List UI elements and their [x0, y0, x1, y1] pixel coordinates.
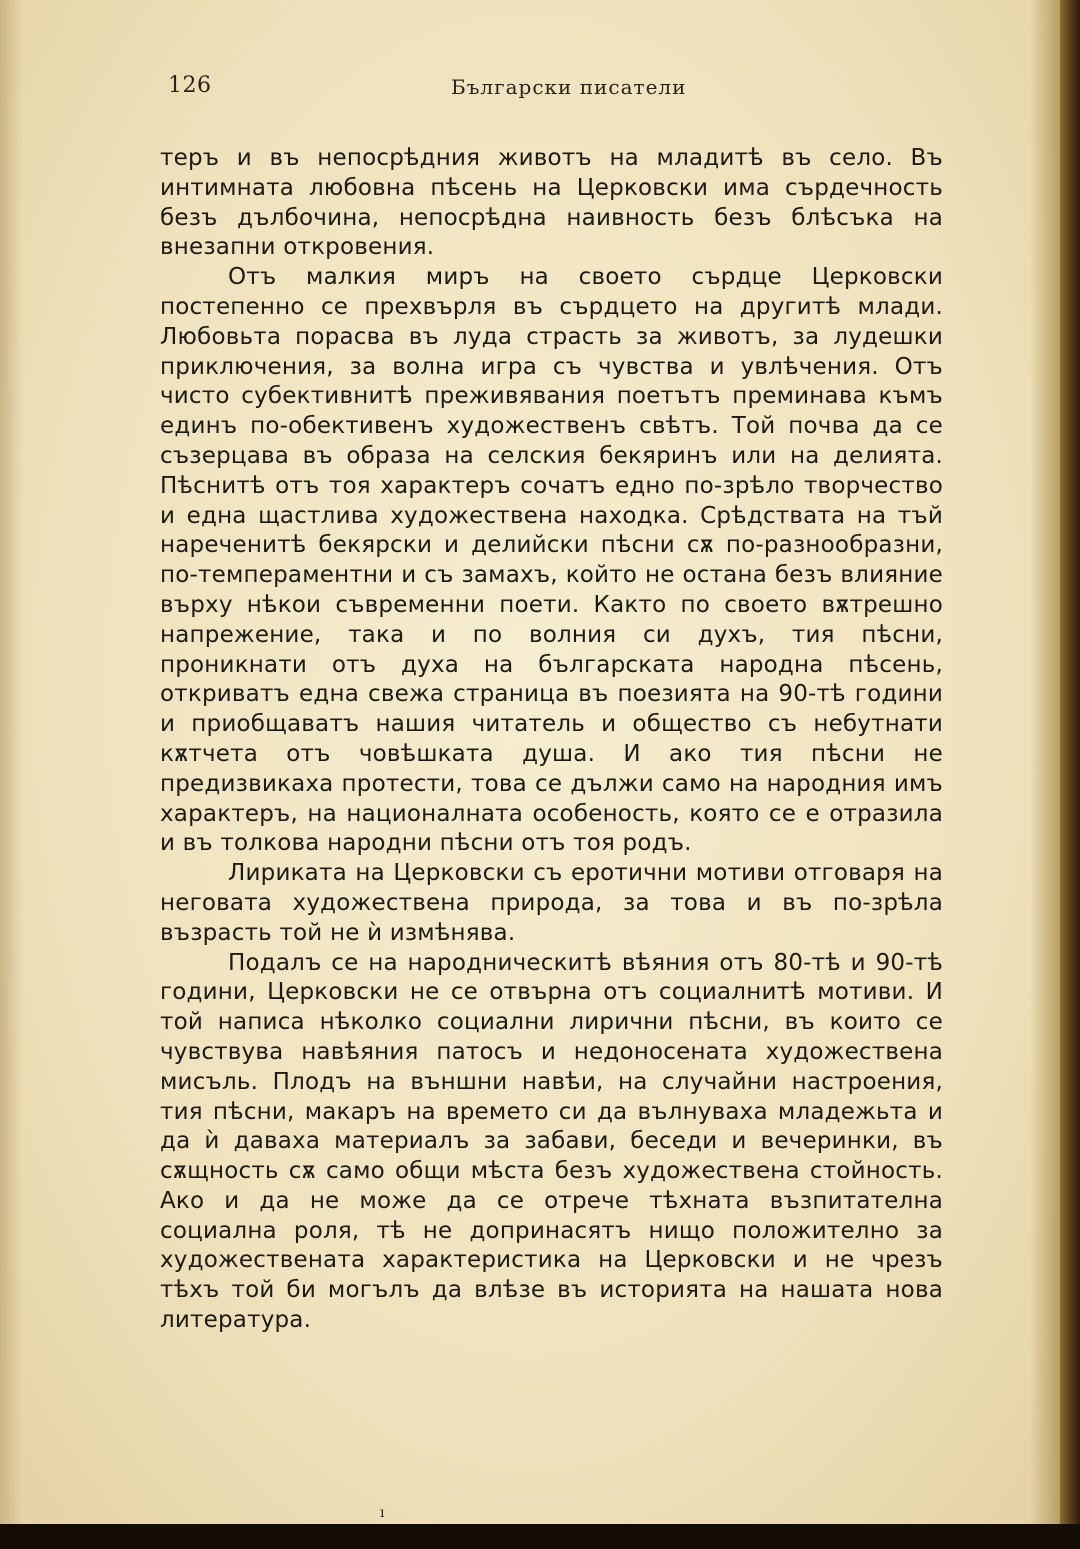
paragraph: Подалъ се на народническитѣ вѣяния отъ 80-тѣ и 90-тѣ години, Церковски не се отвърна отъ социалнитѣ мотиви. И той написа нѣколко социални лирични пѣсни, въ които се чувствува навѣяния патосъ и недоносената художествена мисъль. Плодъ на външни навѣи, на случайни настроения, тия пѣсни, макаръ на времето си да вълнуваха младежьта и да ѝ даваха материалъ за забави, беседи и вечеринки, въ сѫщность сѫ само общи мѣста безъ художествена стойность. Ако и да не може да се отрече тѣхната възпитателна социална роля, тѣ не допринасятъ нищо положително за художествената характеристика на Церковски и не чрезъ тѣхъ той би могълъ да влѣзе въ историята на нашата нова литература. — [160, 949, 943, 1334]
page-left-edge-shadow — [0, 0, 22, 1524]
paragraph-continuation: теръ и въ непосрѣдния животъ на младитѣ въ село. Въ интимната любовна пѣсень на Церковски има сърдечность безъ дълбочина, непосрѣдна наивность безъ блѣсъка на внезапни откровения. — [160, 145, 943, 261]
body-text — [160, 144, 943, 1336]
running-title: Български писатели — [451, 75, 687, 99]
page-number: 126 — [168, 73, 212, 98]
paragraph: Лириката на Церковски съ еротични мотиви отговаря на неговата художествена природа, за това и въ по-зрѣла възрасть той не ѝ измѣнява. — [160, 860, 943, 946]
scan-bottom-border — [0, 1524, 1080, 1549]
paragraph: Отъ малкия миръ на своето сърдце Церковски постепенно се прехвърля въ сърдцето на другитѣ млади. Любовьта порасва въ луда страсть за животъ, за лудешки приключения, за волна игра съ чувства и увлѣчения. Отъ чисто субективнитѣ преживявания поетътъ преминава къмъ единъ по-обективенъ художественъ свѣтъ. Той почва да се съзерцава въ образа на селския бекяринъ или на делията. Пѣснитѣ отъ тоя характеръ сочатъ едно по-зрѣло творчество и една щастлива художествена находка. Срѣдствата на тъй нареченитѣ бекярски и делийски пѣсни сѫ по-разнообразни, по-темпераментни и съ замахъ, който не остана безъ влияние върху нѣкои съвременни поети. Както по своето вѫтрешно напрежение, така и по волния си духъ, тия пѣсни, проникнати отъ духа на българската народна пѣсень, откриватъ една свежа страница въ поезията на 90-тѣ години и приобщаватъ нашия читатель и общество съ небутнати кѫтчета отъ човѣшката душа. И ако тия пѣсни не предизвикаха протести, това се дължи само на народния имъ характеръ, на националната особеность, която се е отразила и въ толкова народни пѣсни отъ тоя родъ. — [160, 264, 943, 857]
page-header — [168, 73, 948, 105]
page-right-edge-shadow — [1030, 0, 1060, 1524]
binding-edge — [1060, 0, 1080, 1549]
footer-mark: ı — [380, 1505, 385, 1521]
